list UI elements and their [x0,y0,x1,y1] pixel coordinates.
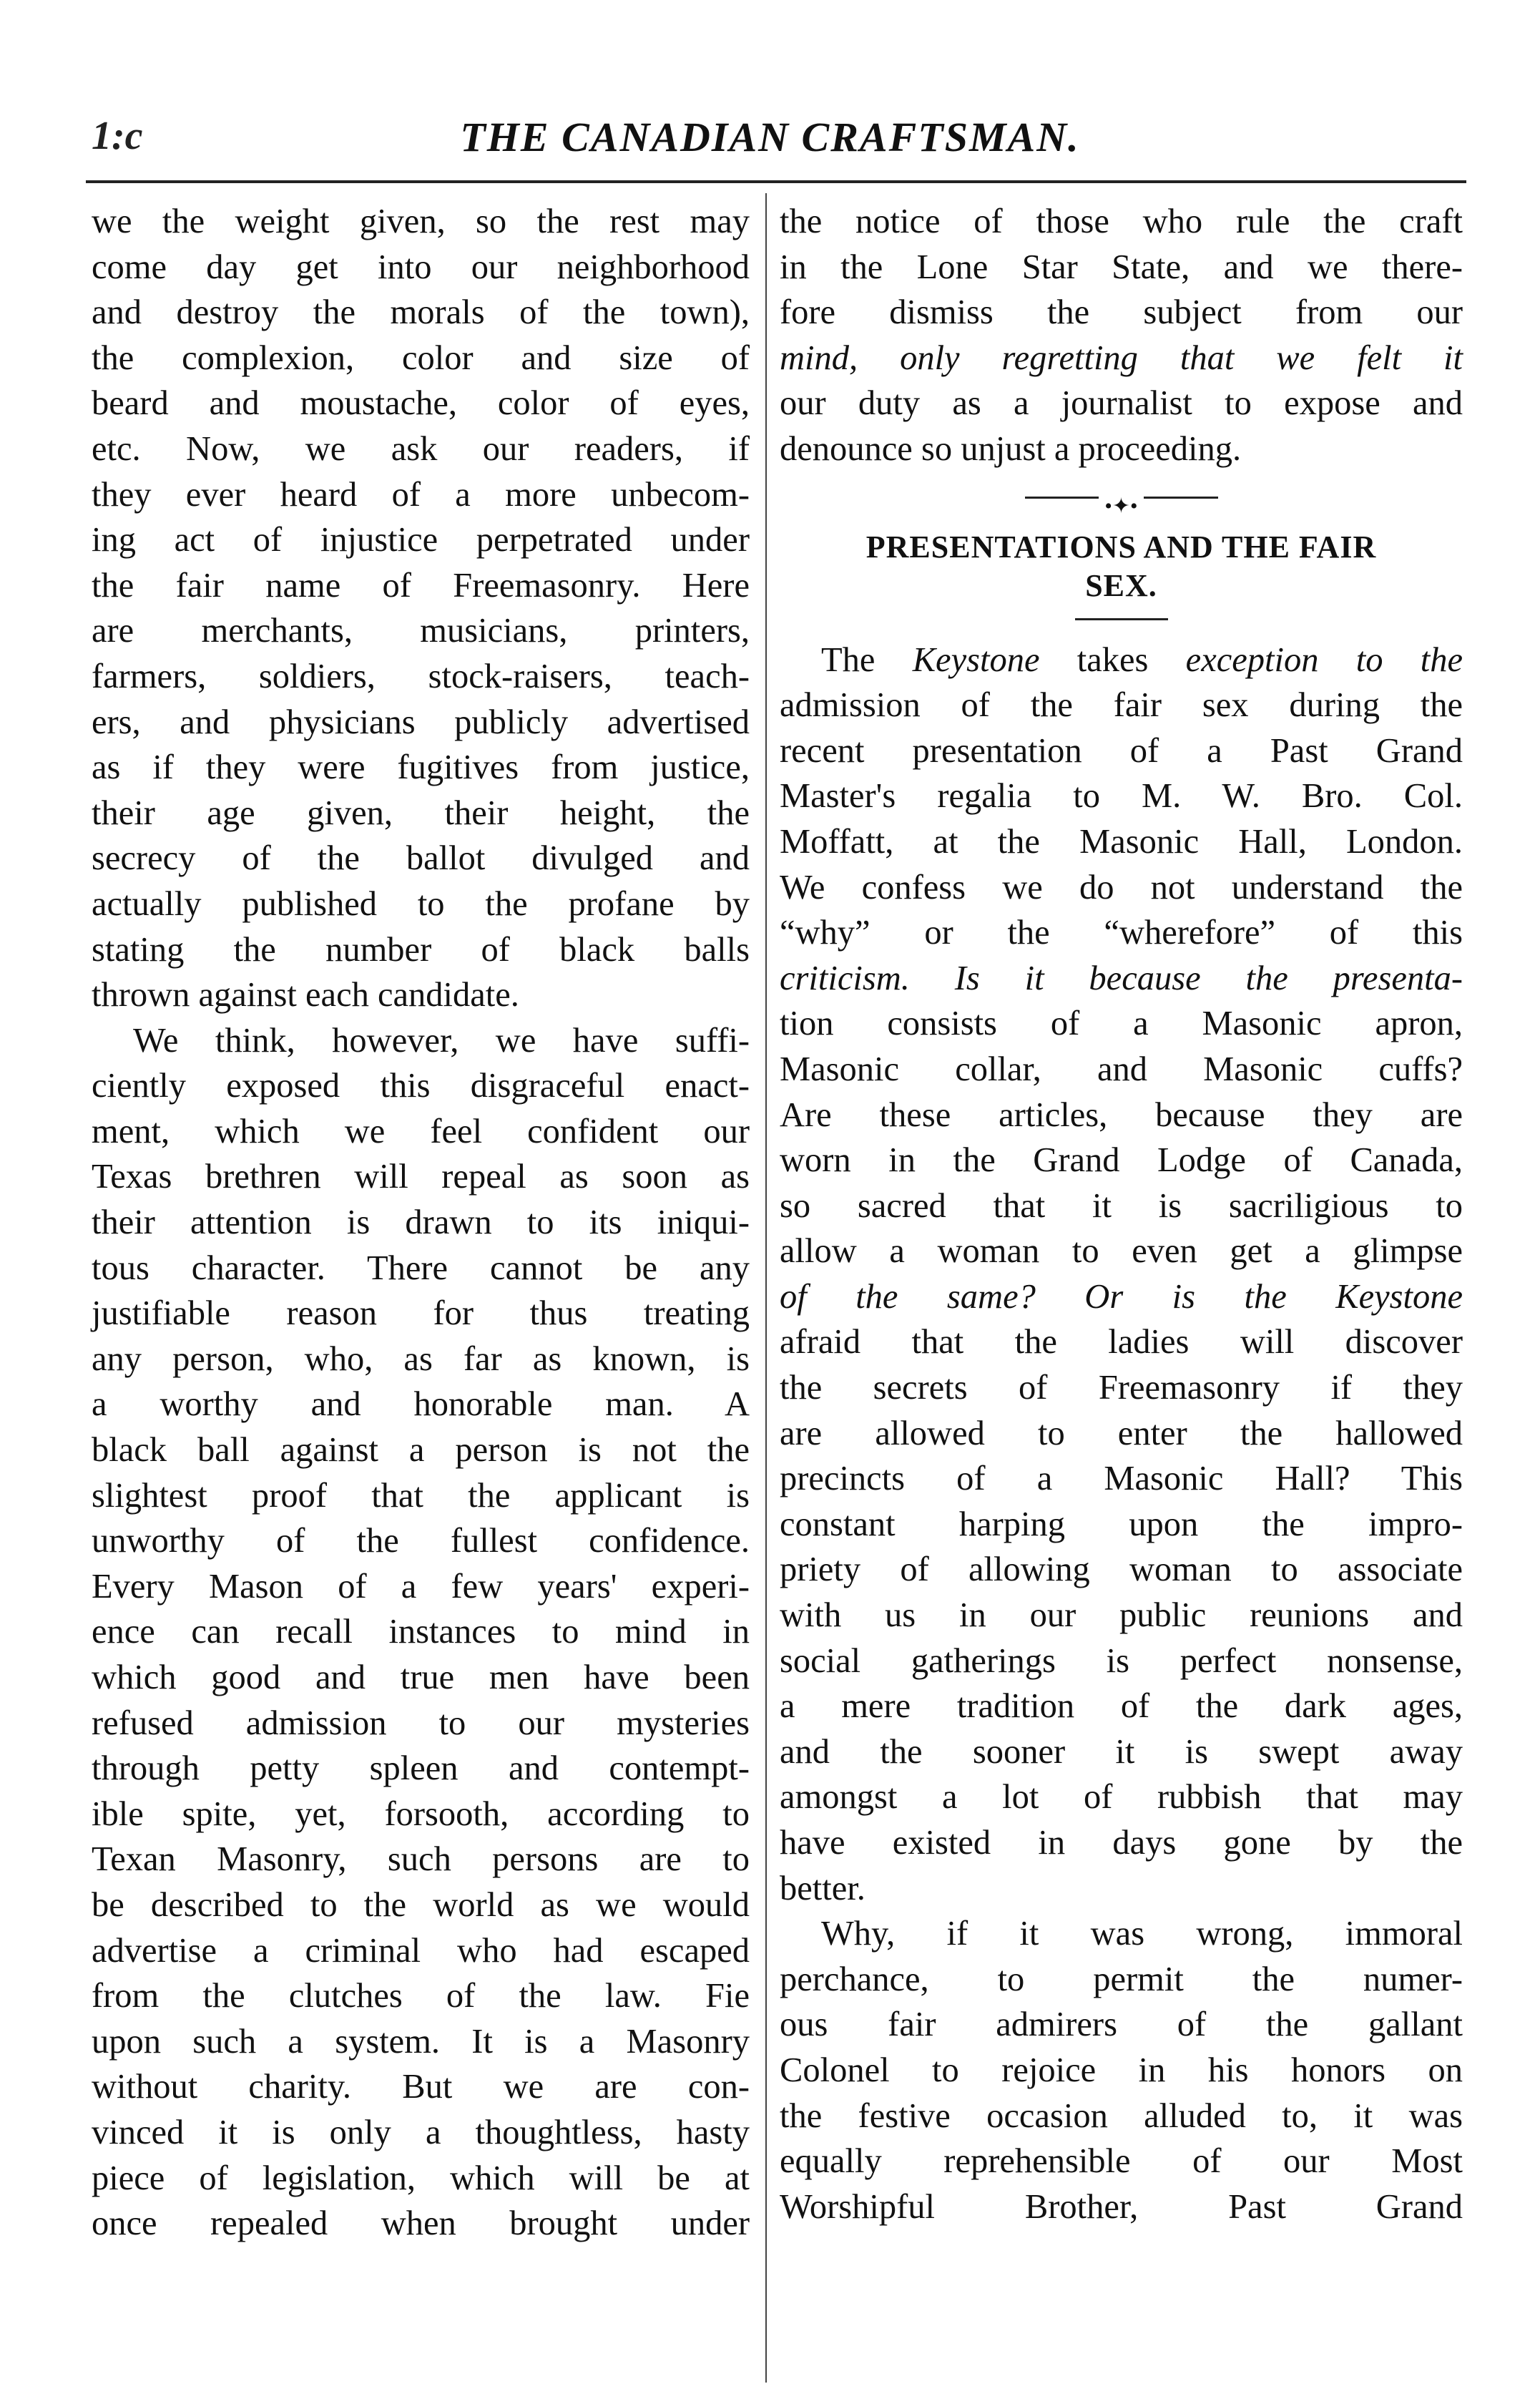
text-line: Master's regalia to M. W. Bro. Col. [780,777,1463,816]
text-line: thrown against each candidate. [92,976,519,1015]
heading-line: PRESENTATIONS AND THE FAIR [865,529,1377,565]
section-heading [780,528,1463,605]
text-line: tous character. There cannot be any [92,1249,750,1287]
text-line: Moffatt, at the Masonic Hall, London. [780,822,1463,861]
text-run: The [821,640,913,679]
text-line: be described to the world as we would [92,1885,750,1924]
text-line: the secrets of Freemasonry if they [780,1369,1463,1407]
page-number: 1:c [92,114,143,158]
text-line: the fair name of Freemasonry. Here [92,566,750,605]
text-line: and the sooner it is swept away [780,1732,1463,1771]
text-line: as if they were fugitives from justice, [92,748,750,787]
text-line: Masonic collar, and Masonic cuffs? [780,1050,1463,1088]
text-line: secrecy of the ballot divulged and [92,839,750,878]
text-line: the festive occasion alluded to, it was [780,2096,1463,2135]
text-line: better. [780,1869,865,1907]
text-line: unworthy of the fullest confidence. [92,1522,750,1560]
text-line: tion consists of a Masonic apron, [780,1005,1463,1043]
text-line: ible spite, yet, forsooth, according to [92,1794,750,1833]
text-line: through petty spleen and contempt- [92,1749,750,1788]
text-line: ment, which we feel confident our [92,1112,750,1150]
text-line: ous fair admirers of the gallant [780,2005,1463,2044]
text-line: fore dismiss the subject from our [780,293,1463,332]
text-line: advertise a criminal who had escaped [92,1931,750,1970]
text-line: their attention is drawn to its iniqui- [92,1203,750,1242]
text-line: afraid that the ladies will discover [780,1323,1463,1362]
text-line: stating the number of black balls [92,930,750,969]
text-line: admission of the fair sex during the [780,686,1463,725]
text-line: “why” or the “wherefore” of this [780,914,1463,952]
text-line: priety of allowing woman to associate [780,1550,1463,1589]
heading-rule [1075,618,1168,620]
text-line: justifiable reason for thus treating [92,1294,750,1333]
text-line: their age given, their height, the [92,793,750,832]
left-column [92,199,750,2247]
text-line: our duty as a journalist to expose and [780,384,1463,423]
column-divider [765,193,767,2383]
text-line: actually published to the profane by [92,884,750,923]
text-line: ciently exposed this disgraceful enact- [92,1067,750,1105]
text-line: the notice of those who rule the craft [780,202,1463,240]
text-line: criticism. Is it because the presenta- [780,959,1463,997]
text-line: equally reprehensible of our Most [780,2142,1463,2181]
text-line: Colonel to rejoice in his honors on [780,2051,1463,2089]
text-line: are merchants, musicians, printers, [92,612,750,650]
text-line: ing act of injustice perpetrated under [92,521,750,560]
text-line: worn in the Grand Lodge of Canada, [780,1141,1463,1180]
text-line: from the clutches of the law. Fie [92,1977,750,2016]
text-line: and destroy the morals of the town), [92,293,750,332]
text-line: amongst a lot of rubbish that may [780,1778,1463,1817]
text-line: allow a woman to even get a glimpse [780,1232,1463,1271]
text-line: Every Mason of a few years' experi- [92,1567,750,1606]
text-line: have existed in days gone by the [780,1824,1463,1862]
text-line: the complexion, color and size of [92,338,750,377]
text-line: a mere tradition of the dark ages, [780,1687,1463,1726]
text-line: Are these articles, because they are [780,1095,1463,1134]
text-line: are allowed to enter the hallowed [780,1414,1463,1452]
text-line: any person, who, as far as known, is [92,1339,750,1378]
text-line: refused admission to our mysteries [92,1704,750,1742]
text-line: they ever heard of a more unbecom- [92,475,750,514]
heading-line: SEX. [1085,567,1157,603]
text-line: Why, if it was wrong, immoral [821,1915,1463,1953]
text-line: recent presentation of a Past Grand [780,731,1463,770]
text-line: upon such a system. It is a Masonry [92,2022,750,2061]
header-rule [86,180,1466,183]
text-line: farmers, soldiers, stock-raisers, teach- [92,657,750,695]
text-line: without charity. But we are con- [92,2068,750,2106]
text-line: ers, and physicians publicly advertised [92,703,750,741]
running-title: THE CANADIAN CRAFTSMAN. [460,114,1080,160]
text-line: Texas brethren will repeal as soon as [92,1158,750,1196]
right-column [780,199,1463,2229]
text-line [780,637,1463,683]
text-line: beard and moustache, color of eyes, [92,384,750,423]
text-line: Worshipful Brother, Past Grand [780,2187,1463,2226]
text-line: once repealed when brought under [92,2204,750,2243]
publication-name: Keystone [912,640,1040,679]
text-line: so sacred that it is sacriligious to [780,1186,1463,1225]
text-line: of the same? Or is the Keystone [780,1277,1463,1316]
text-line: vinced it is only a thoughtless, hasty [92,2113,750,2151]
text-line: we the weight given, so the rest may [92,202,750,240]
text-run: takes [1039,640,1186,679]
text-line: perchance, to permit the numer- [780,1960,1463,1998]
text-line: etc. Now, we ask our readers, if [92,429,750,468]
text-line: piece of legislation, which will be at [92,2159,750,2197]
text-line: mind, only regretting that we felt it [780,338,1463,377]
text-line: come day get into our neighborhood [92,248,750,286]
text-line: ence can recall instances to mind in [92,1613,750,1651]
text-line: which good and true men have been [92,1658,750,1696]
section-ornament [780,472,1463,524]
text-line: denounce so unjust a proceeding. [780,429,1242,468]
text-line: Texan Masonry, such persons are to [92,1840,750,1879]
text-line: with us in our public reunions and [780,1596,1463,1635]
text-line: social gatherings is perfect nonsense, [780,1641,1463,1680]
text-run: exception to the [1185,640,1463,679]
text-line: constant harping upon the impro- [780,1505,1463,1543]
text-line: in the Lone Star State, and we there- [780,248,1463,286]
text-line: We confess we do not understand the [780,868,1463,907]
ornament-glyph: •✦• [1099,494,1143,518]
text-line: slightest proof that the applicant is [92,1476,750,1515]
text-line: black ball against a person is not the [92,1431,750,1470]
text-line: a worthy and honorable man. A [92,1385,750,1424]
text-line: precincts of a Masonic Hall? This [780,1460,1463,1498]
ornament-rule [1025,494,1218,519]
text-line: We think, however, we have suffi- [133,1021,750,1060]
